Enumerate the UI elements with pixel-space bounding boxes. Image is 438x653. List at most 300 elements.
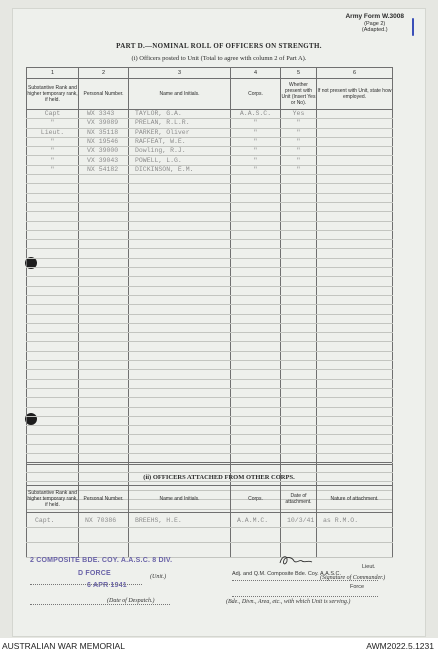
col-number: 3 bbox=[129, 68, 231, 79]
cell-name bbox=[129, 230, 231, 239]
cell-name: TAYLOR, G.A. bbox=[129, 110, 231, 119]
header-rank: Substantive Rank and higher temporary rank, if held. bbox=[27, 79, 79, 110]
cell-corps: " bbox=[231, 147, 281, 156]
cell-corps bbox=[231, 543, 281, 558]
cell-corps bbox=[231, 379, 281, 388]
cell-rank: " bbox=[27, 137, 79, 146]
cell-rank bbox=[27, 268, 79, 277]
handwritten-signature bbox=[278, 553, 318, 567]
cell-rank bbox=[27, 230, 79, 239]
blank-row bbox=[27, 435, 393, 444]
cell-name bbox=[129, 240, 231, 249]
cell-date: 10/3/41 bbox=[281, 513, 317, 528]
part-title: PART D.—NOMINAL ROLL OF OFFICERS ON STRENGTH. bbox=[116, 42, 322, 50]
cell-employed bbox=[317, 137, 393, 146]
cell-rank bbox=[27, 249, 79, 258]
cell-employed bbox=[317, 323, 393, 332]
col-number: 4 bbox=[231, 68, 281, 79]
cell-present bbox=[281, 230, 317, 239]
cell-rank bbox=[27, 295, 79, 304]
blank-row bbox=[27, 342, 393, 351]
cell-employed bbox=[317, 175, 393, 184]
despatch-dotted-line bbox=[30, 604, 170, 605]
cell-name bbox=[129, 370, 231, 379]
blank-row bbox=[27, 202, 393, 211]
cell-corps: " bbox=[231, 137, 281, 146]
cell-corps bbox=[231, 202, 281, 211]
cell-present bbox=[281, 398, 317, 407]
cell-rank bbox=[27, 435, 79, 444]
header-present: Whether present with Unit (Insert Yes or No). bbox=[281, 79, 317, 110]
cell-corps bbox=[231, 175, 281, 184]
cell-date bbox=[281, 528, 317, 543]
table-row bbox=[27, 110, 393, 119]
pen-mark bbox=[412, 18, 414, 36]
archive-name: AUSTRALIAN WAR MEMORIAL bbox=[2, 641, 125, 651]
cell-rank bbox=[27, 351, 79, 360]
cell-number bbox=[79, 398, 129, 407]
cell-employed bbox=[317, 268, 393, 277]
cell-number bbox=[79, 212, 129, 221]
column-header-row bbox=[27, 79, 393, 110]
blank-row bbox=[27, 277, 393, 286]
cell-name bbox=[129, 435, 231, 444]
cell-employed bbox=[317, 277, 393, 286]
blank-row bbox=[27, 212, 393, 221]
blank-row bbox=[27, 407, 393, 416]
cell-number bbox=[79, 426, 129, 435]
cell-employed bbox=[317, 379, 393, 388]
cell-rank bbox=[27, 444, 79, 453]
cell-employed bbox=[317, 202, 393, 211]
cell-number bbox=[79, 295, 129, 304]
cell-corps bbox=[231, 230, 281, 239]
cell-nature bbox=[317, 528, 393, 543]
cell-name bbox=[129, 543, 231, 558]
cell-name: POWELL, L.G. bbox=[129, 156, 231, 165]
cell-rank bbox=[27, 543, 79, 558]
cell-present bbox=[281, 370, 317, 379]
cell-rank: Capt. bbox=[27, 513, 79, 528]
cell-employed bbox=[317, 240, 393, 249]
cell-rank: Lieut. bbox=[27, 128, 79, 137]
col-number: 6 bbox=[317, 68, 393, 79]
cell-name bbox=[129, 351, 231, 360]
cell-number bbox=[79, 361, 129, 370]
cell-number bbox=[79, 230, 129, 239]
cell-employed bbox=[317, 426, 393, 435]
cell-corps bbox=[231, 249, 281, 258]
cell-corps bbox=[231, 444, 281, 453]
cell-corps bbox=[231, 361, 281, 370]
cell-present bbox=[281, 202, 317, 211]
cell-name bbox=[129, 323, 231, 332]
cell-name bbox=[129, 361, 231, 370]
cell-name bbox=[129, 407, 231, 416]
cell-present bbox=[281, 426, 317, 435]
unit-label: (Unit.) bbox=[150, 574, 167, 580]
blank-row bbox=[27, 240, 393, 249]
cell-present bbox=[281, 184, 317, 193]
cell-number bbox=[79, 370, 129, 379]
cell-employed bbox=[317, 193, 393, 202]
cell-corps bbox=[231, 342, 281, 351]
cell-rank: Capt bbox=[27, 110, 79, 119]
cell-present: " bbox=[281, 156, 317, 165]
cell-corps bbox=[231, 370, 281, 379]
cell-rank bbox=[27, 305, 79, 314]
cell-present bbox=[281, 305, 317, 314]
unit-stamp-line1: 2 COMPOSITE BDE. COY. A.A.S.C. 8 DIV. bbox=[30, 557, 173, 564]
cell-rank bbox=[27, 286, 79, 295]
cell-name bbox=[129, 258, 231, 267]
cell-corps bbox=[231, 305, 281, 314]
despatch-label: (Date of Despatch.) bbox=[107, 598, 155, 604]
table-row bbox=[27, 119, 393, 128]
table-row bbox=[27, 156, 393, 165]
cell-rank bbox=[27, 388, 79, 397]
officers-table bbox=[26, 67, 393, 510]
cell-number bbox=[79, 351, 129, 360]
blank-row bbox=[27, 175, 393, 184]
cell-number bbox=[79, 323, 129, 332]
cell-number: NX 35118 bbox=[79, 128, 129, 137]
cell-corps bbox=[231, 416, 281, 425]
signature-title: Adj. and Q.M. Composite Bde. Coy. A.A.S.C. bbox=[232, 571, 342, 577]
force-label: Force bbox=[350, 584, 365, 590]
cell-name bbox=[129, 398, 231, 407]
cell-rank bbox=[27, 221, 79, 230]
cell-rank bbox=[27, 361, 79, 370]
blank-row bbox=[27, 543, 393, 558]
cell-employed bbox=[317, 212, 393, 221]
cell-number bbox=[79, 528, 129, 543]
header-corps: Corps. bbox=[231, 486, 281, 513]
cell-number bbox=[79, 379, 129, 388]
cell-name bbox=[129, 528, 231, 543]
cell-rank: " bbox=[27, 156, 79, 165]
cell-number: NX 70386 bbox=[79, 513, 129, 528]
blank-row bbox=[27, 286, 393, 295]
cell-corps: " bbox=[231, 119, 281, 128]
cell-name bbox=[129, 295, 231, 304]
cell-number bbox=[79, 202, 129, 211]
cell-rank bbox=[27, 202, 79, 211]
table-row bbox=[27, 147, 393, 156]
cell-present: " bbox=[281, 147, 317, 156]
cell-name: PRELAN, R.L.R. bbox=[129, 119, 231, 128]
blank-row bbox=[27, 268, 393, 277]
cell-present bbox=[281, 379, 317, 388]
blank-row bbox=[27, 333, 393, 342]
cell-nature bbox=[317, 543, 393, 558]
cell-number bbox=[79, 277, 129, 286]
cell-employed bbox=[317, 370, 393, 379]
cell-rank bbox=[27, 379, 79, 388]
cell-nature: as R.M.O. bbox=[317, 513, 393, 528]
section-divider bbox=[26, 462, 392, 463]
cell-present bbox=[281, 240, 317, 249]
header-employed: If not present with Unit, state how employed. bbox=[317, 79, 393, 110]
cell-name bbox=[129, 249, 231, 258]
cell-number bbox=[79, 543, 129, 558]
cell-name bbox=[129, 388, 231, 397]
column-header-row bbox=[27, 486, 393, 513]
cell-number: VX 39089 bbox=[79, 119, 129, 128]
cell-corps bbox=[231, 268, 281, 277]
cell-employed bbox=[317, 128, 393, 137]
cell-corps: A.A.S.C. bbox=[231, 110, 281, 119]
cell-corps bbox=[231, 323, 281, 332]
cell-present bbox=[281, 351, 317, 360]
blank-row bbox=[27, 295, 393, 304]
cell-number bbox=[79, 249, 129, 258]
blank-row bbox=[27, 305, 393, 314]
cell-present bbox=[281, 221, 317, 230]
cell-rank bbox=[27, 407, 79, 416]
cell-rank bbox=[27, 426, 79, 435]
cell-corps bbox=[231, 398, 281, 407]
cell-present: " bbox=[281, 165, 317, 174]
cell-rank bbox=[27, 342, 79, 351]
cell-rank: " bbox=[27, 147, 79, 156]
cell-number: VX 39043 bbox=[79, 156, 129, 165]
cell-number bbox=[79, 184, 129, 193]
blank-row bbox=[27, 249, 393, 258]
cell-employed bbox=[317, 258, 393, 267]
cell-name bbox=[129, 184, 231, 193]
cell-present bbox=[281, 323, 317, 332]
cell-rank bbox=[27, 416, 79, 425]
blank-row bbox=[27, 230, 393, 239]
cell-rank bbox=[27, 193, 79, 202]
cell-number bbox=[79, 407, 129, 416]
cell-number bbox=[79, 175, 129, 184]
header-nature-attachment: Nature of attachment. bbox=[317, 486, 393, 513]
cell-corps bbox=[231, 295, 281, 304]
header-corps: Corps. bbox=[231, 79, 281, 110]
cell-employed bbox=[317, 119, 393, 128]
cell-rank bbox=[27, 323, 79, 332]
cell-number bbox=[79, 193, 129, 202]
cell-number bbox=[79, 268, 129, 277]
cell-present bbox=[281, 407, 317, 416]
cell-name: DICKINSON, E.M. bbox=[129, 165, 231, 174]
blank-row bbox=[27, 361, 393, 370]
cell-present: " bbox=[281, 119, 317, 128]
cell-corps bbox=[231, 184, 281, 193]
cell-name bbox=[129, 277, 231, 286]
cell-corps bbox=[231, 388, 281, 397]
cell-name: RAFFEAT, W.E. bbox=[129, 137, 231, 146]
cell-rank bbox=[27, 184, 79, 193]
cell-corps bbox=[231, 193, 281, 202]
blank-row bbox=[27, 426, 393, 435]
blank-row bbox=[27, 323, 393, 332]
cell-rank: " bbox=[27, 119, 79, 128]
cell-rank bbox=[27, 398, 79, 407]
cell-employed bbox=[317, 221, 393, 230]
col-number: 5 bbox=[281, 68, 317, 79]
cell-present bbox=[281, 286, 317, 295]
cell-rank bbox=[27, 314, 79, 323]
cell-rank bbox=[27, 240, 79, 249]
cell-employed bbox=[317, 110, 393, 119]
cell-employed bbox=[317, 165, 393, 174]
cell-corps: " bbox=[231, 165, 281, 174]
blank-row bbox=[27, 351, 393, 360]
section-divider bbox=[26, 464, 392, 465]
cell-corps bbox=[231, 333, 281, 342]
table-row bbox=[27, 137, 393, 146]
cell-employed bbox=[317, 147, 393, 156]
cell-present bbox=[281, 295, 317, 304]
cell-name bbox=[129, 426, 231, 435]
cell-name bbox=[129, 305, 231, 314]
blank-row bbox=[27, 193, 393, 202]
unit-dotted-line bbox=[30, 584, 142, 585]
unit-stamp-date: 6 APR 1941 bbox=[87, 582, 127, 589]
cell-number bbox=[79, 286, 129, 295]
cell-number: NX 54182 bbox=[79, 165, 129, 174]
cell-employed bbox=[317, 398, 393, 407]
attached-officers-table bbox=[26, 485, 393, 558]
cell-present bbox=[281, 212, 317, 221]
form-page: (Page 2) bbox=[364, 20, 386, 27]
cell-number bbox=[79, 221, 129, 230]
cell-employed bbox=[317, 305, 393, 314]
cell-rank bbox=[27, 333, 79, 342]
cell-number: NX 19546 bbox=[79, 137, 129, 146]
cell-present bbox=[281, 175, 317, 184]
cell-employed bbox=[317, 249, 393, 258]
cell-corps bbox=[231, 314, 281, 323]
cell-rank: " bbox=[27, 165, 79, 174]
cell-name bbox=[129, 444, 231, 453]
cell-employed bbox=[317, 295, 393, 304]
cell-name bbox=[129, 268, 231, 277]
cell-name bbox=[129, 193, 231, 202]
cell-number: VX 39000 bbox=[79, 147, 129, 156]
cell-present bbox=[281, 314, 317, 323]
cell-number bbox=[79, 314, 129, 323]
cell-present: Yes bbox=[281, 110, 317, 119]
cell-present bbox=[281, 361, 317, 370]
cell-present bbox=[281, 416, 317, 425]
bde-label: (Bde., Divn., Area, etc., with which Unit is serving.) bbox=[226, 599, 351, 605]
signature-label: (Signature of Commander.) bbox=[320, 575, 386, 581]
column-number-row bbox=[27, 68, 393, 79]
cell-present bbox=[281, 277, 317, 286]
cell-name bbox=[129, 202, 231, 211]
bde-dotted-line bbox=[232, 596, 378, 597]
table-row bbox=[27, 128, 393, 137]
table-row bbox=[27, 513, 393, 528]
cell-name bbox=[129, 221, 231, 230]
cell-number bbox=[79, 416, 129, 425]
cell-present: " bbox=[281, 137, 317, 146]
cell-employed bbox=[317, 351, 393, 360]
unit-stamp-line2: D FORCE bbox=[78, 570, 111, 577]
cell-employed bbox=[317, 184, 393, 193]
blank-row bbox=[27, 398, 393, 407]
blank-row bbox=[27, 370, 393, 379]
cell-number bbox=[79, 305, 129, 314]
cell-employed bbox=[317, 230, 393, 239]
cell-corps bbox=[231, 277, 281, 286]
cell-present bbox=[281, 268, 317, 277]
cell-name bbox=[129, 212, 231, 221]
cell-number bbox=[79, 240, 129, 249]
cell-name: Dowling, R.J. bbox=[129, 147, 231, 156]
cell-name bbox=[129, 286, 231, 295]
cell-number: WX 3343 bbox=[79, 110, 129, 119]
cell-present bbox=[281, 435, 317, 444]
header-personal-number: Personal Number. bbox=[79, 486, 129, 513]
form-number: Army Form W.3008 bbox=[345, 13, 404, 20]
cell-name: PARKER, Oliver bbox=[129, 128, 231, 137]
cell-present bbox=[281, 249, 317, 258]
cell-name: BREEHS, H.E. bbox=[129, 513, 231, 528]
blank-row bbox=[27, 379, 393, 388]
cell-present: " bbox=[281, 128, 317, 137]
cell-employed bbox=[317, 416, 393, 425]
blank-row bbox=[27, 388, 393, 397]
header-name: Name and Initials. bbox=[129, 486, 231, 513]
cell-rank bbox=[27, 258, 79, 267]
cell-employed bbox=[317, 361, 393, 370]
col-number: 1 bbox=[27, 68, 79, 79]
cell-rank bbox=[27, 277, 79, 286]
cell-corps: A.A.M.C. bbox=[231, 513, 281, 528]
cell-name bbox=[129, 175, 231, 184]
cell-corps bbox=[231, 528, 281, 543]
cell-corps bbox=[231, 258, 281, 267]
cell-name bbox=[129, 333, 231, 342]
cell-corps bbox=[231, 435, 281, 444]
cell-number bbox=[79, 388, 129, 397]
cell-number bbox=[79, 435, 129, 444]
cell-corps bbox=[231, 426, 281, 435]
cell-corps bbox=[231, 221, 281, 230]
blank-row bbox=[27, 221, 393, 230]
cell-employed bbox=[317, 444, 393, 453]
lieut-label: Lieut. bbox=[362, 564, 376, 570]
cell-rank bbox=[27, 212, 79, 221]
archive-reference: AWM2022.5.1231 bbox=[366, 641, 434, 651]
cell-present bbox=[281, 444, 317, 453]
cell-employed bbox=[317, 333, 393, 342]
blank-row bbox=[27, 444, 393, 453]
cell-employed bbox=[317, 388, 393, 397]
table-row bbox=[27, 165, 393, 174]
cell-employed bbox=[317, 314, 393, 323]
cell-present bbox=[281, 342, 317, 351]
header-personal-number: Personal Number. bbox=[79, 79, 129, 110]
cell-corps: " bbox=[231, 156, 281, 165]
cell-name bbox=[129, 342, 231, 351]
blank-row bbox=[27, 416, 393, 425]
cell-employed bbox=[317, 342, 393, 351]
cell-employed bbox=[317, 286, 393, 295]
cell-corps bbox=[231, 240, 281, 249]
cell-rank bbox=[27, 175, 79, 184]
cell-rank bbox=[27, 528, 79, 543]
cell-present bbox=[281, 333, 317, 342]
cell-number bbox=[79, 258, 129, 267]
header-name: Name and Initials. bbox=[129, 79, 231, 110]
cell-name bbox=[129, 416, 231, 425]
